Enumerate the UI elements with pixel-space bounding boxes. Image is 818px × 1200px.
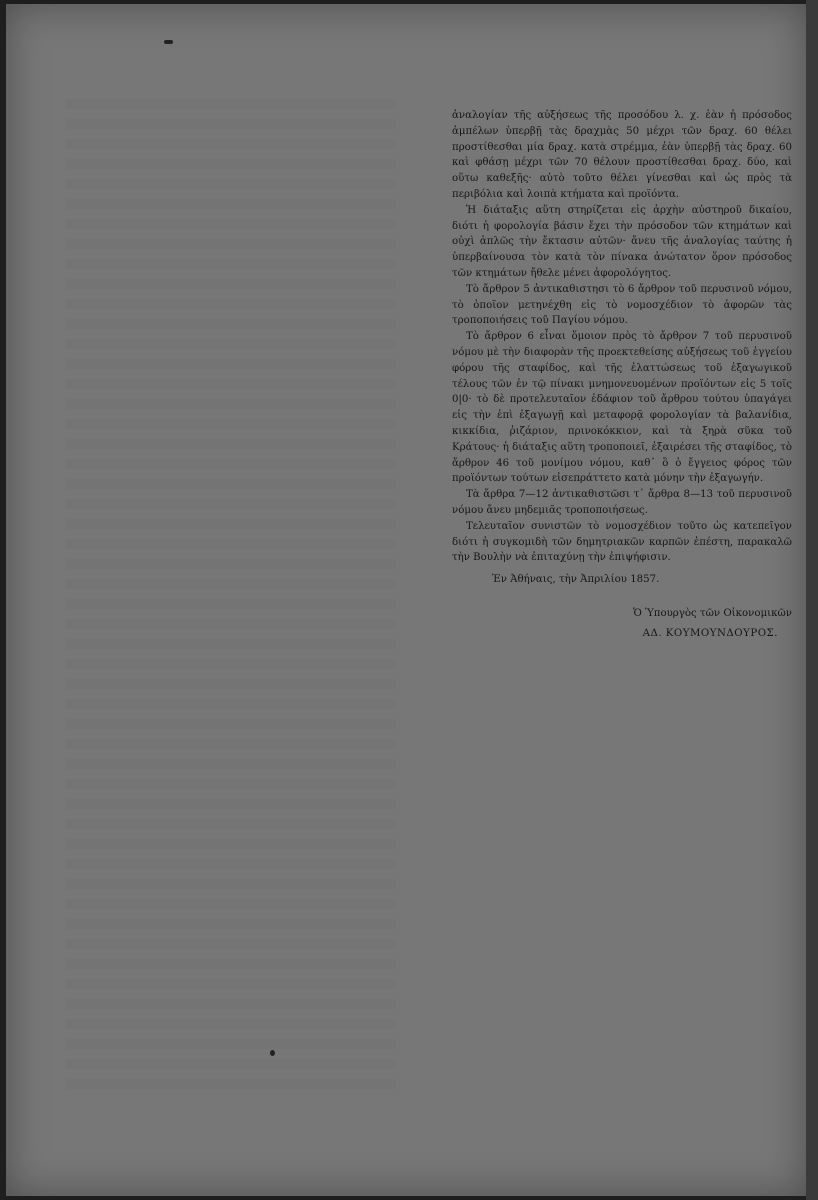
paragraph: Τὸ ἄρθρον 6 εἶναι ὅμοιον πρὸς τὸ ἄρθρον 7 τοῦ περυσινοῦ νόμου μὲ τὴν διαφορὰν τῆς προεκτεθείσης αὐξήσεως τοῦ ἐγγείου φόρου τῆς σταφίδος, καὶ τῆς ἐλαττώσεως τοῦ ἐξαγωγικοῦ τέλους τῶν ἐν τῷ πίνακι μνημονευομένων προϊόντων εἰς 5 τοῖς 0|0· τὸ δὲ προτελευταῖον ἐδάφιον τοῦ ἄρθρου τούτου ὑπαγάγει εἰς τὴν ἐπὶ ἐξαγωγῇ καὶ μεταφορᾷ φορολογίαν τὰ βαλανίδια, κικκίδια, ῥιζάριον, πρινοκόκκιον, καὶ τὰ ξηρὰ σῦκα τοῦ Κράτους· ἡ διάταξις αὕτη τροποποιεῖ, ἐξαιρέσει τῆς σταφίδος, τὸ ἄρθρον 46 τοῦ μονίμου νόμου, καθ᾽ ὃ ὁ ἔγγειος φόρος τῶν προϊόντων τούτων εἰσεπράττετο κατὰ μόνην τὴν ἐξαγωγήν. xyxy=(452,331,792,485)
date-line: Ἐν Ἀθήναις, τὴν Ἀπριλίου 1857. xyxy=(492,574,660,586)
bleed-through-text xyxy=(66,99,396,1099)
paragraph: Τὸ ἄρθρον 5 ἀντικαθιστησι τὸ 6 ἄρθρον τοῦ περυσινοῦ νόμου, τὸ ὁποῖον μετηνέχθη εἰς τὸ νομοσχέδιον τὸ ἀφορῶν τὰς τροποποιήσεις τοῦ Παγίου νόμου. xyxy=(452,283,792,327)
paragraph: ἀναλογίαν τῆς αὐξήσεως τῆς προσόδου λ. χ. ἐὰν ἡ πρόσοδος ἀμπέλων ὑπερβῇ τὰς δραχμὰς 50 μέχρι τῶν δραχ. 60 θέλει προστίθεσθαι μία δραχ. κατὰ στρέμμα, ἐὰν ὑπερβῇ τὰς δραχ. 60 καὶ φθάσῃ μέχρι τῶν 70 θέλουν προστίθεσθαι δραχ. δύο, καὶ οὕτω καθεξῆς· αὐτὸ τοῦτο θέλει γίνεσθαι καὶ ὡς πρὸς τὰ περιβόλια καὶ λοιπὰ κτήματα καὶ προϊόντα. xyxy=(452,110,792,200)
scan-edge xyxy=(806,0,818,1200)
paragraph: Ἡ διάταξις αὕτη στηρίζεται εἰς ἀρχὴν αὐστηροῦ δικαίου, διότι ἡ φορολογία βάσιν ἔχει τὴν πρόσοδον τῶν κτημάτων καὶ οὐχὶ ἁπλῶς τὴν ἔκτασιν αὐτῶν· ἄνευ τῆς ἀναλογίας ταύτης ἡ ὑπερβαίνουσα τὸν κατὰ τὸν πίνακα ἀνώτατον ὅρον πρόσοδος τῶν κτημάτων ἤθελε μένει ἀφορολόγητος. xyxy=(452,204,792,279)
signature-name: ΑΔ. ΚΟΥΜΟΥΝΔΟΥΡΟΣ. xyxy=(642,628,778,639)
paragraph: Τὰ ἄρθρα 7—12 ἀντικαθιστῶσι τ᾽ ἄρθρα 8—13 τοῦ περυσινοῦ νόμου ἄνευ μηδεμιᾶς τροποποιήσεως. xyxy=(452,489,792,516)
main-text-column xyxy=(452,108,792,588)
signature-title: Ὁ Ὑπουργὸς τῶν Οἰκονομικῶν xyxy=(633,608,792,619)
ink-speck xyxy=(270,1050,275,1056)
ink-speck xyxy=(164,40,173,44)
paragraph: Τελευταῖον συνιστῶν τὸ νομοσχέδιον τοῦτο ὡς κατεπεῖγον διότι ἡ συγκομιδὴ τῶν δημητριακῶν καρπῶν ἐπέστη, παρακαλῶ τὴν Βουλὴν νὰ ἐπιταχύνῃ τὴν ἐπιψήφισιν. xyxy=(452,520,792,564)
